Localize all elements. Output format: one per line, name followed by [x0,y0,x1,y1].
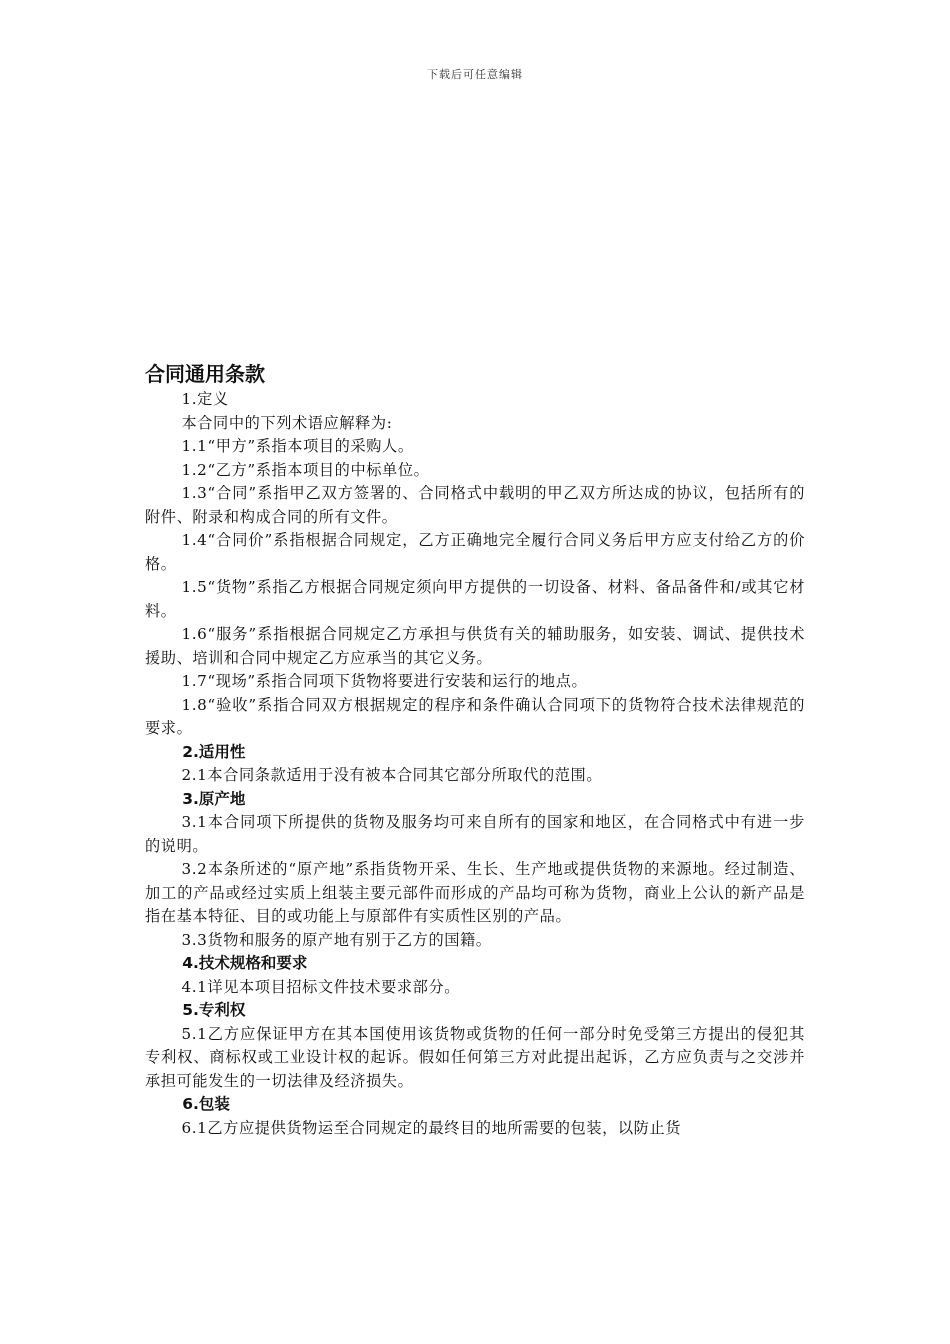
section-heading: 6.包装 [182,1095,230,1113]
document-title: 合同通用条款 [145,362,265,386]
clause-paragraph: 1.6“服务”系指根据合同规定乙方承担与供货有关的辅助服务，如安装、调试、提供技术援助、培训和合同中规定乙方应承当的其它义务。 [145,625,805,667]
clause-paragraph: 1.5“货物”系指乙方根据合同规定须向甲方提供的一切设备、材料、备品备件和/或其它材料。 [145,578,805,620]
section-heading: 3.原产地 [182,789,246,808]
clause-paragraph: 1.2“乙方”系指本项目的中标单位。 [181,460,430,479]
section-heading: 5.专利权 [182,1001,246,1019]
document-body [145,360,805,1140]
section-heading: 2.适用性 [182,742,246,761]
clause-paragraph: 1.定义 [181,390,229,408]
clause-paragraph: 3.2本条所述的“原产地”系指货物开采、生长、生产地或提供货物的来源地。经过制造、加工的产品或经过实质上组装主要元部件而形成的产品均可称为货物，商业上公认的新产品是指在基本特征、目的或功能上与原部件有实质性区别的产品。 [145,860,805,925]
clause-paragraph: 1.3“合同”系指甲乙双方签署的、合同格式中载明的甲乙双方所达成的协议，包括所有的附件、附录和构成合同的所有文件。 [145,484,805,526]
clause-paragraph: 3.1本合同项下所提供的货物及服务均可来自所有的国家和地区，在合同格式中有进一步的说明。 [145,813,805,855]
clause-paragraph: 3.3货物和服务的原产地有别于乙方的国籍。 [181,930,492,949]
document-clauses [145,388,805,1140]
clause-paragraph: 1.8“验收”系指合同双方根据规定的程序和条件确认合同项下的货物符合技术法律规范的要求。 [145,695,805,737]
clause-paragraph: 1.7“现场”系指合同项下货物将要进行安装和运行的地点。 [181,672,588,690]
page-header: 下载后可任意编辑 [427,68,523,81]
clause-paragraph: 本合同中的下列术语应解释为: [181,413,393,432]
clause-paragraph: 6.1乙方应提供货物运至合同规定的最终目的地所需要的包装，以防止货 [181,1118,682,1137]
clause-paragraph: 4.1详见本项目招标文件技术要求部分。 [181,977,461,996]
clause-paragraph: 5.1乙方应保证甲方在其本国使用该货物或货物的任何一部分时免受第三方提出的侵犯其专利权、商标权或工业设计权的起诉。假如任何第三方对此提出起诉，乙方应负责与之交涉并承担可能发生的一切法律及经济损失。 [145,1024,805,1090]
clause-paragraph: 1.4“合同价”系指根据合同规定，乙方正确地完全履行合同义务后甲方应支付给乙方的价格。 [145,531,805,573]
clause-paragraph: 1.1“甲方”系指本项目的采购人。 [181,437,414,455]
clause-paragraph: 2.1本合同条款适用于没有被本合同其它部分所取代的范围。 [181,766,603,784]
section-heading: 4.技术规格和要求 [182,954,308,972]
